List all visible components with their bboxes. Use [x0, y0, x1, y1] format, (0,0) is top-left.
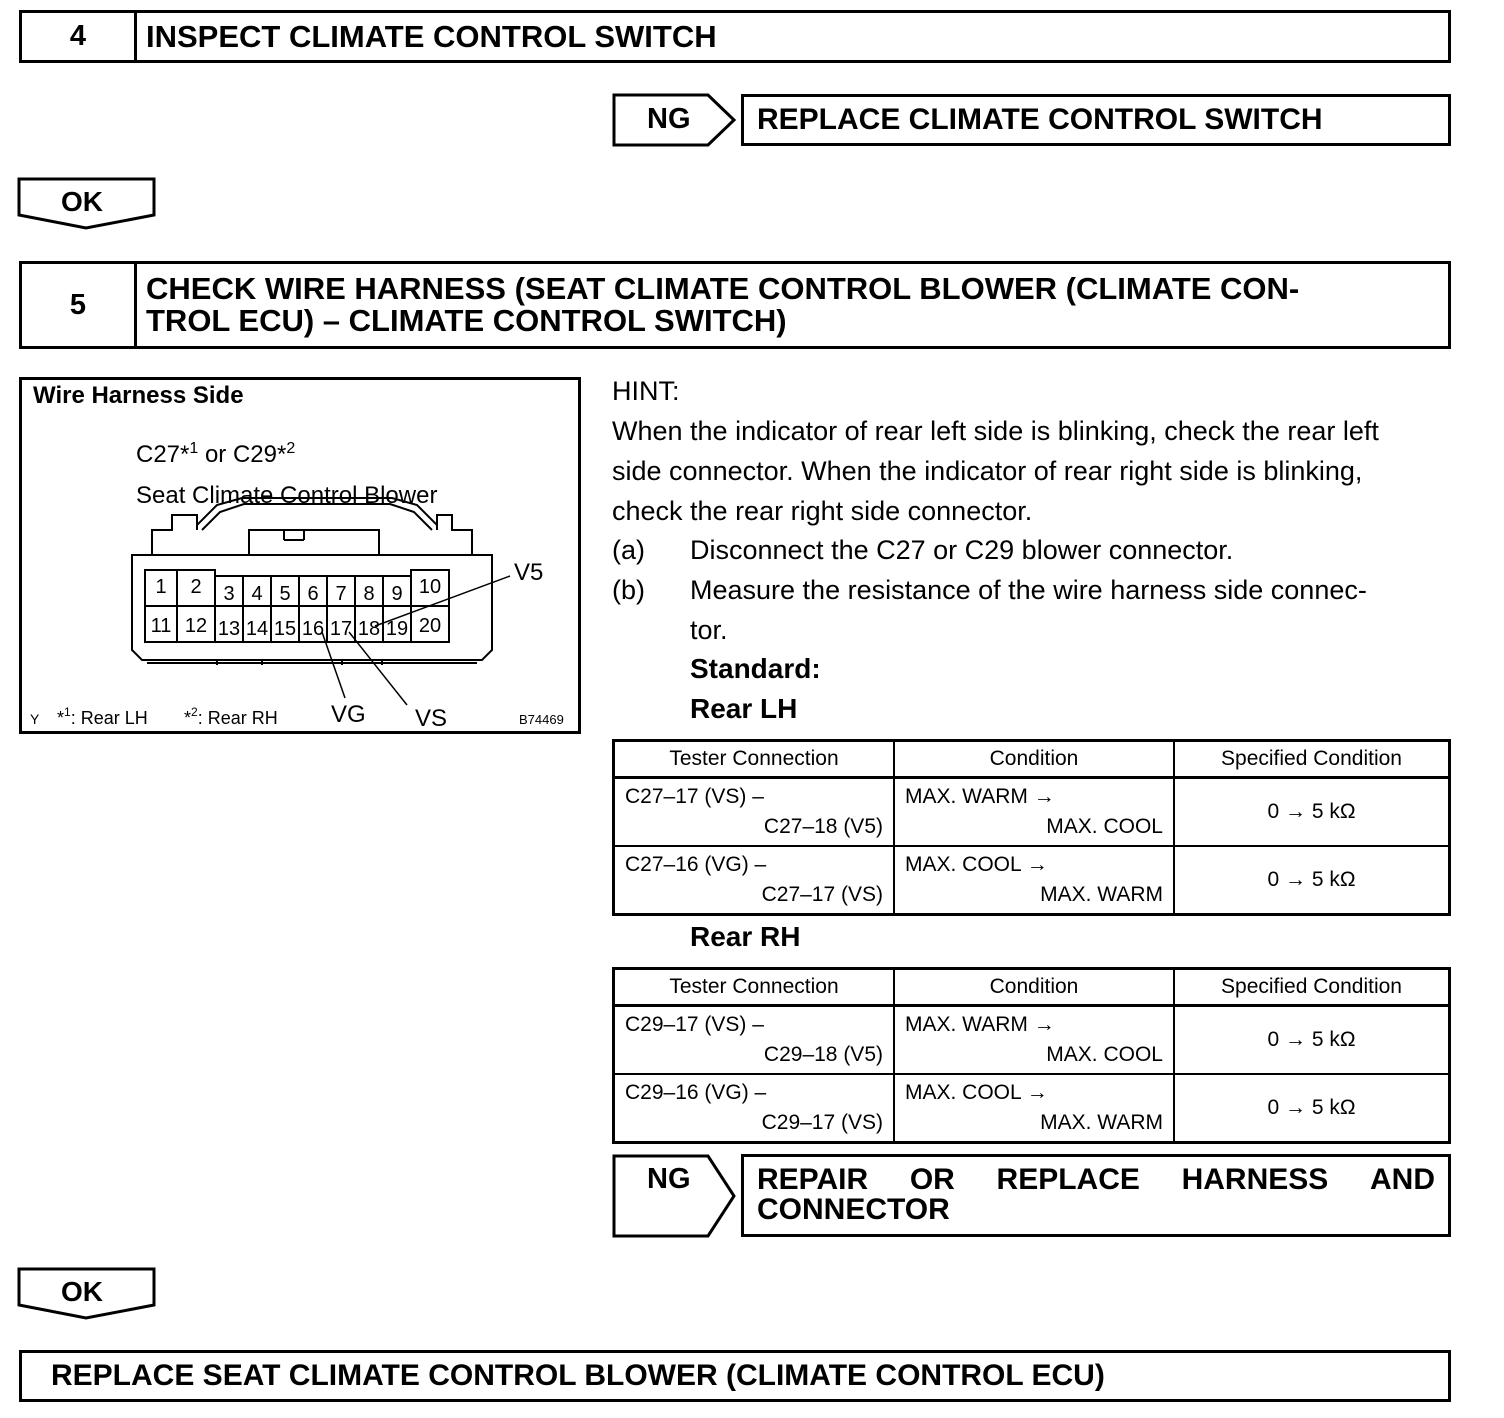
pin-4: 4: [251, 583, 263, 605]
rear-lh-table: [612, 739, 1451, 916]
connector-id: C27*$^1$ or C29*$^2$: [136, 440, 296, 468]
step-b-text-line2: tor.: [690, 615, 728, 645]
pin-17: 17: [329, 618, 353, 640]
header-tester-connection: Tester Connection: [614, 741, 895, 778]
final-action: REPLACE SEAT CLIMATE CONTROL BLOWER (CLIMATE CONTROL ECU): [19, 1350, 1451, 1402]
pin-9: 9: [391, 583, 403, 605]
header-condition: Condition: [894, 741, 1174, 778]
svg-text:Y: Y: [30, 711, 40, 727]
figure-footnotes: [30, 705, 564, 728]
label-v5: V5: [514, 559, 544, 586]
step-5-title: [146, 264, 1438, 346]
pin-12: 12: [184, 615, 208, 637]
connector-figure: [19, 377, 581, 734]
pin-1: 1: [155, 576, 167, 598]
standard-label: Standard:: [690, 653, 821, 684]
hint-line1: When the indicator of rear left side is blinking, check the rear left: [612, 416, 1379, 446]
step-5-number: 5: [22, 264, 137, 346]
figure-code: B74469: [519, 712, 564, 727]
hint-label: HINT:: [612, 376, 680, 406]
pin-11: 11: [150, 615, 172, 637]
connector-name: Seat Climate Control Blower: [136, 482, 438, 509]
table-row: C29–16 (VG) – C29–17 (VS) MAX. COOL → MAX. WARM 0 → 5 kΩ: [614, 1074, 1450, 1143]
svg-text:*2: Rear RH: *$^2$: Rear RH: [184, 705, 278, 728]
step-b-marker: (b): [612, 575, 645, 605]
pin-5: 5: [279, 583, 291, 605]
label-vg: VG: [331, 701, 366, 728]
pin-18: 18: [357, 618, 381, 640]
step-5-title-line1: CHECK WIRE HARNESS (SEAT CLIMATE CONTROL BLOWER (CLIMATE CON-: [146, 271, 1300, 306]
pin-3: 3: [223, 583, 235, 605]
header-specified-condition: Specified Condition: [1174, 741, 1450, 778]
step-4-ok-label: OK: [61, 186, 103, 217]
pin-10: 10: [418, 576, 442, 598]
step-4-number: 4: [22, 13, 137, 60]
rear-lh-heading: Rear LH: [690, 693, 798, 724]
rear-rh-table: [612, 967, 1451, 1144]
pin-7: 7: [335, 583, 347, 605]
table-row: C29–17 (VS) – C29–18 (V5) MAX. WARM → MAX. COOL 0 → 5 kΩ: [614, 1006, 1450, 1075]
pin-15: 15: [273, 618, 297, 640]
step-b-text-line1: Measure the resistance of the wire harness side connec-: [690, 575, 1367, 605]
label-vs: VS: [415, 705, 448, 731]
connector-diagram: [22, 380, 578, 731]
rear-rh-heading: Rear RH: [690, 921, 801, 952]
pin-19: 19: [385, 618, 409, 640]
pin-2: 2: [190, 576, 202, 598]
step-5-header: [19, 261, 1451, 349]
step-4-ng-action: REPLACE CLIMATE CONTROL SWITCH: [741, 94, 1451, 146]
pin-14: 14: [245, 618, 269, 640]
table-row: C27–17 (VS) – C27–18 (V5) MAX. WARM → MAX. COOL 0 → 5 kΩ: [614, 778, 1450, 847]
pin-20: 20: [418, 615, 442, 637]
figure-heading: Wire Harness Side: [33, 382, 244, 409]
hint-line2: side connector. When the indicator of rear right side is blinking,: [612, 456, 1363, 486]
step-5-ok-label: OK: [61, 1276, 103, 1307]
pin-6: 6: [307, 583, 319, 605]
table-header-row: Tester Connection Condition Specified Condition: [614, 969, 1450, 1006]
table-row: C27–16 (VG) – C27–17 (VS) MAX. COOL → MAX. WARM 0 → 5 kΩ: [614, 846, 1450, 915]
table-header-row: [614, 741, 1450, 778]
step-a-marker: (a): [612, 535, 645, 565]
pin-16: 16: [301, 618, 325, 640]
hint-line3: check the rear right side connector.: [612, 496, 1033, 526]
step-5-ng-action: REPAIR OR REPLACE HARNESS AND CONNECTOR: [741, 1154, 1451, 1237]
pin-8: 8: [363, 583, 375, 605]
step-a-text: Disconnect the C27 or C29 blower connector.: [690, 535, 1234, 565]
step-4-header: [19, 10, 1451, 63]
svg-text:*1: Rear LH: *$^1$: Rear LH: [57, 705, 148, 728]
step-5-ng-label: NG: [647, 1163, 691, 1195]
step-4-ng-label: NG: [647, 103, 691, 135]
step-4-title: INSPECT CLIMATE CONTROL SWITCH: [146, 18, 717, 54]
step-5-title-line2: TROL ECU) – CLIMATE CONTROL SWITCH): [146, 303, 787, 338]
pin-13: 13: [217, 618, 241, 640]
